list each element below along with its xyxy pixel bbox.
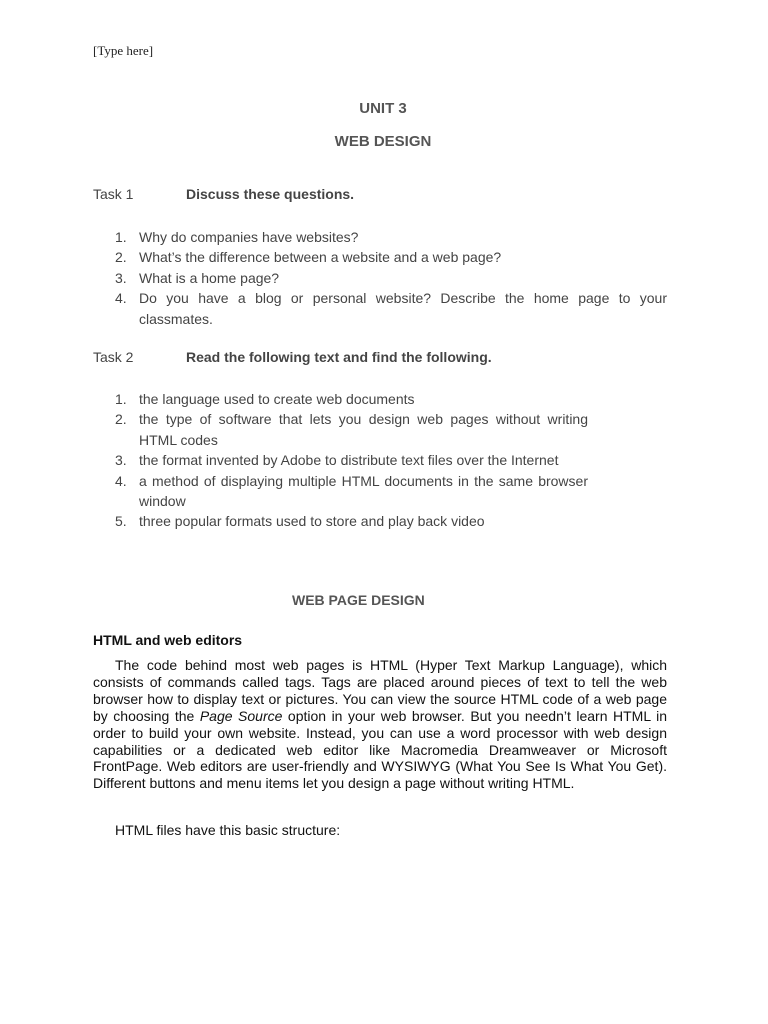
task2-items	[115, 389, 588, 532]
task1-instruction: Discuss these questions.	[186, 186, 355, 202]
list-item: 1. the language used to create web documents	[115, 391, 415, 407]
list-item: 4. Do you have a blog or personal website? Describe the home page to your classmates.	[115, 290, 667, 327]
task1-label: Task 1	[93, 186, 134, 202]
list-item: 3. the format invented by Adobe to distribute text files over the Internet	[115, 452, 559, 469]
unit-title: WEB DESIGN	[334, 133, 432, 150]
task2-label: Task 2	[93, 349, 134, 365]
section-title: WEB PAGE DESIGN	[292, 592, 425, 608]
page-header: [Type here]	[93, 43, 154, 58]
section-subtitle: HTML and web editors	[93, 632, 243, 648]
list-item: 2. the type of software that lets you design web pages without writing HTML codes	[115, 411, 588, 448]
list-item: 2. What’s the difference between a website and a web page?	[115, 249, 502, 266]
list-item: 4. a method of displaying multiple HTML documents in the same browser window	[115, 472, 588, 510]
body-paragraph-1: The code behind most web pages is HTML (Hyper Text Markup Language), which consists of commands called tags. Tags are placed around pieces of text to tell the web browser how to display text or pictures. You can view the source HTML code of a web page by choosing the Page Source option in your web browser. But you needn’t learn HTML in order to build your own website. Instead, you can use a word processor with web design capabilities or a dedicated web editor like Macromedia Dreamweaver or Microsoft FrontPage. Web editors are user-friendly and WYSIWYG (What You See Is What You Get). Different buttons and menu items let you design a page without writing HTML.	[93, 657, 668, 792]
task2-instruction: Read the following text and find the following.	[186, 349, 492, 365]
unit-number: UNIT 3	[359, 100, 407, 117]
body-paragraph-2: HTML files have this basic structure:	[115, 822, 341, 838]
list-item: 5. three popular formats used to store and play back video	[115, 513, 485, 530]
list-item: 1. Why do companies have websites?	[115, 229, 359, 245]
page-source-term: Page Source	[199, 707, 283, 724]
task1-questions	[115, 227, 667, 329]
list-item: 3. What is a home page?	[115, 269, 280, 286]
